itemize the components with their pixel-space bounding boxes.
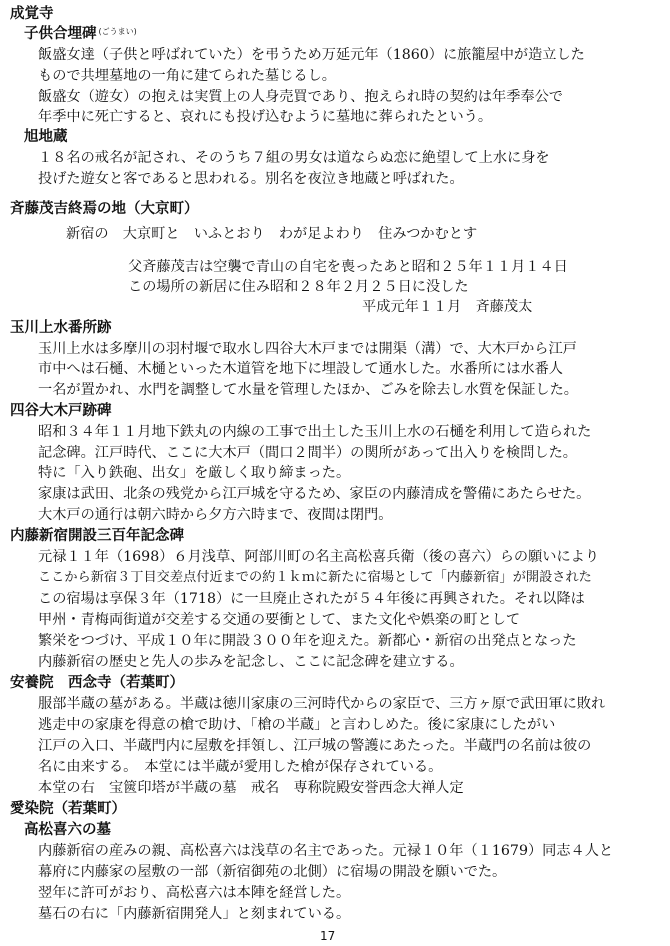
subsection-title-takamatsu: 高松喜六の墓: [24, 822, 111, 838]
body-line: 大木戸の通行は朝六時から夕方六時まで、夜間は閉門。: [38, 507, 393, 523]
section-title-mokichi: 斉藤茂吉終焉の地（大京町）: [10, 201, 199, 217]
body-line: 投げた遊女と客であると思われる。別名を夜泣き地蔵と呼ばれた。: [38, 171, 464, 187]
body-line: 本堂の右 宝篋印塔が半蔵の墓 戒名 専称院殿安誉西念大禅人定: [38, 780, 464, 796]
kodomo-title-text: 子供合埋碑: [24, 26, 97, 42]
body-line: 内藤新宿の歴史と先人の歩みを記念し、ここに記念碑を建立する。: [38, 654, 464, 670]
body-line: 翌年に許可がおり、高松喜六は本陣を経営した。: [38, 885, 351, 901]
body-line: 幕府に内藤家の屋敷の一部（新宿御苑の北側）に宿場の開設を願いでた。: [38, 864, 507, 880]
body-line: この宿場は享保３年（1718）に一旦廃止されたが５４年後に再興された。それ以降は: [38, 591, 585, 607]
section-title-jokakuji: 成覚寺: [10, 6, 54, 22]
body-line: 市中へは石樋、木樋といった木道管を地下に埋設して通水した。水番所には水番人: [38, 361, 563, 377]
body-line: 一名が置かれ、水門を調整して水量を管理したほか、ごみを除去し水質を保証した。: [38, 382, 578, 398]
body-line: 墓石の右に「内藤新宿開発人」と刻まれている。: [38, 906, 351, 922]
body-line: 甲州・青梅両街道が交差する交通の要衝として、また文化や娯楽の町として: [38, 612, 521, 628]
kodomo-ruby: (ごうまい): [98, 27, 137, 36]
body-line: 内藤新宿の産みの親、高松喜六は浅草の名主であった。元禄１０年（１1679）同志４人と: [38, 843, 614, 859]
body-line: 繁栄をつづけ、平成１０年に開設３００年を迎えた。新都心・新宿の出発点となった: [38, 633, 577, 649]
body-line: もので共埋墓地の一角に建てられた墓じるし。: [38, 68, 336, 84]
subsection-title-kodomo-gomai: [24, 24, 137, 46]
body-line: 元禄１１年（1698）６月浅草、阿部川町の名主高松喜兵衛（後の喜六）らの願いにより: [38, 549, 600, 565]
body-line: 玉川上水は多摩川の羽村堰で取水し四谷大木戸までは開渠（溝）で、大木戸から江戸: [38, 341, 577, 357]
body-line: 江戸の入口、半蔵門内に屋敷を拝領し、江戸城の警護にあたった。半蔵門の名前は彼の: [38, 738, 592, 754]
page-number: 17: [320, 929, 336, 943]
section-title-aisenin: 愛染院（若葉町）: [10, 801, 126, 817]
subsection-title-asahi-jizo: 旭地蔵: [24, 129, 68, 145]
body-line: 家康は武田、北条の残党から江戸城を守るため、家臣の内藤清成を警備にあたらせた。: [38, 486, 591, 502]
body-line: １８名の戒名が記され、そのうち７組の男女は道ならぬ恋に絶望して上水に身を: [38, 150, 550, 166]
poem-line: 新宿の 大京町と いふとおり わが足よわり 住みつかむとす: [66, 226, 478, 242]
body-line: 記念碑。江戸時代、ここに大木戸（間口２間半）の関所があって出入りを検問した。: [38, 445, 577, 461]
body-line: 昭和３４年１１月地下鉄丸の内線の工事で出土した玉川上水の石樋を利用して造られた: [38, 424, 592, 440]
section-title-tamagawa: 玉川上水番所跡: [10, 320, 112, 336]
signature-line: 平成元年１１月 斉藤茂太: [362, 299, 533, 315]
body-line: ここから新宿３丁目交差点付近までの約１ｋｍに新たに宿場として「内藤新宿」が開設された: [38, 570, 592, 585]
body-line: 飯盛女（遊女）の抱えは実質上の人身売買であり、抱えられ時の契約は年季奉公で: [38, 89, 563, 105]
body-line: 年季中に死亡すると、哀れにも投げ込むように墓地に葬られたという。: [38, 109, 493, 125]
body-line: 特に「入り鉄砲、出女」を厳しく取り締まった。: [38, 465, 351, 481]
body-line: 飯盛女達（子供と呼ばれていた）を弔うため万延元年（1860）に旅籠屋中が造立した: [38, 47, 585, 63]
section-title-naito300: 内藤新宿開設三百年記念碑: [10, 528, 184, 544]
body-line: 逃走中の家康を得意の槍で助け、「槍の半蔵」と言わしめた。後に家康にしたがい: [38, 717, 556, 733]
note-line: 父斉藤茂吉は空襲で青山の自宅を喪ったあと昭和２５年１１月１４日: [128, 259, 568, 275]
section-title-sainenji: 安養院 西念寺（若葉町）: [10, 675, 184, 691]
note-line: この場所の新居に住み昭和２８年２月２５日に没した: [128, 279, 469, 295]
section-title-okido: 四谷大木戸跡碑: [10, 403, 112, 419]
body-line: 服部半蔵の墓がある。半蔵は徳川家康の三河時代からの家臣で、三方ヶ原で武田軍に敗れ: [38, 696, 606, 712]
body-line: 名に由来する。 本堂には半蔵が愛用した槍が保存されている。: [38, 759, 443, 775]
